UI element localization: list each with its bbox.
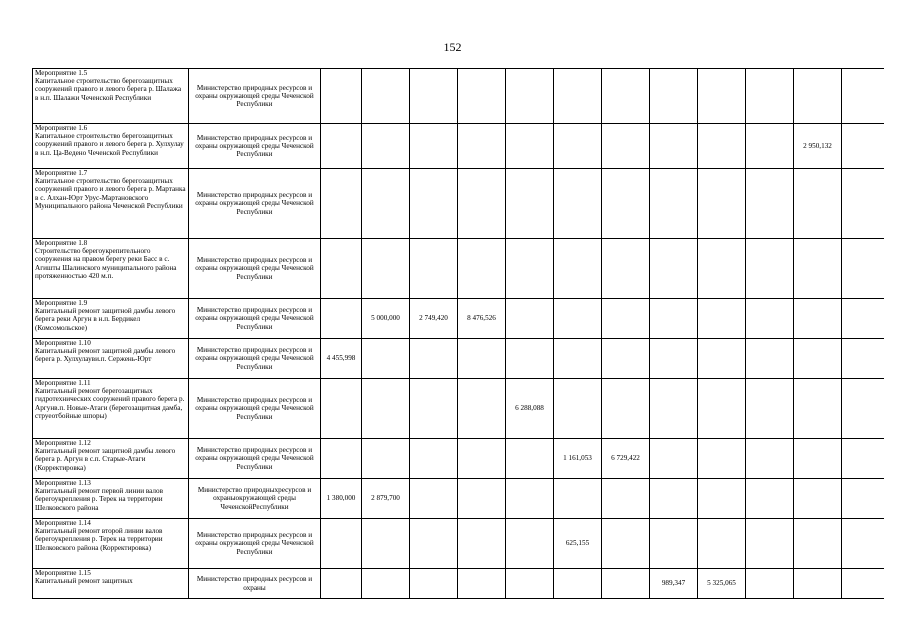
- value-cell: [321, 124, 362, 169]
- measure-name-cell: Мероприятие 1.12 Капитальный ремонт защитной дамбы левого берега р. Аргун в с.п. Старые-Атаги (Корректировка): [33, 439, 189, 479]
- value-cell: [602, 339, 650, 379]
- value-cell: [842, 479, 885, 519]
- value-cell: [746, 479, 794, 519]
- value-cell: [842, 169, 885, 239]
- table-row: [33, 169, 885, 239]
- value-cell: [650, 479, 698, 519]
- value-cell: [321, 569, 362, 599]
- value-cell: [458, 339, 506, 379]
- value-cell: [554, 339, 602, 379]
- value-cell: [506, 569, 554, 599]
- value-cell: [650, 339, 698, 379]
- value-cell: [410, 339, 458, 379]
- value-cell: [554, 569, 602, 599]
- measure-name-cell: Мероприятие 1.14 Капитальный ремонт второй линии валов берегоукрепления р. Терек на территории Шелковского района (Корректировка): [33, 519, 189, 569]
- value-cell: [458, 519, 506, 569]
- value-cell: [842, 569, 885, 599]
- value-cell: [602, 239, 650, 299]
- value-cell: [650, 519, 698, 569]
- value-cell: [794, 69, 842, 124]
- measure-name-cell: Мероприятие 1.13 Капитальный ремонт первой линии валов берегоукрепления р. Терек на территории Шелковского района: [33, 479, 189, 519]
- table-row: [33, 439, 885, 479]
- value-cell: 1 161,053: [554, 439, 602, 479]
- measure-name-cell: Мероприятие 1.6 Капитальное строительство берегозащитных сооружений правого и левого берега р. Хулхулау в н.п. Ца-Ведено Чеченской Республики: [33, 124, 189, 169]
- value-cell: [321, 519, 362, 569]
- ministry-cell: Министерство природных ресурсов и охраны окружающей среды Чеченской Республики: [189, 299, 321, 339]
- value-cell: [650, 239, 698, 299]
- value-cell: [794, 439, 842, 479]
- value-cell: [794, 519, 842, 569]
- ministry-cell: Министерство природных ресурсов и охраны окружающей среды Чеченской Республики: [189, 439, 321, 479]
- value-cell: [554, 379, 602, 439]
- value-cell: [506, 124, 554, 169]
- value-cell: [321, 439, 362, 479]
- value-cell: [602, 124, 650, 169]
- ministry-cell: Министерство природныхресурсов и охраныокружающей среды ЧеченскойРеспублики: [189, 479, 321, 519]
- value-cell: [458, 124, 506, 169]
- value-cell: 8 476,526: [458, 299, 506, 339]
- value-cell: [746, 569, 794, 599]
- value-cell: [554, 299, 602, 339]
- value-cell: [794, 169, 842, 239]
- value-cell: [746, 299, 794, 339]
- value-cell: [506, 479, 554, 519]
- table-row: [33, 379, 885, 439]
- value-cell: [554, 69, 602, 124]
- value-cell: [458, 569, 506, 599]
- value-cell: [746, 519, 794, 569]
- value-cell: [458, 379, 506, 439]
- value-cell: [506, 239, 554, 299]
- value-cell: [794, 339, 842, 379]
- value-cell: [410, 124, 458, 169]
- ministry-cell: Министерство природных ресурсов и охраны окружающей среды Чеченской Республики: [189, 379, 321, 439]
- measure-name-cell: Мероприятие 1.5 Капитальное строительство берегозащитных сооружений правого и левого берега р. Шалажа в н.п. Шалажи Чеченской Республики: [33, 69, 189, 124]
- value-cell: [362, 69, 410, 124]
- value-cell: [458, 239, 506, 299]
- ministry-cell: Министерство природных ресурсов и охраны окружающей среды Чеченской Республики: [189, 169, 321, 239]
- table-row: [33, 339, 885, 379]
- table-row: [33, 239, 885, 299]
- value-cell: 989,347: [650, 569, 698, 599]
- value-cell: [698, 439, 746, 479]
- value-cell: [794, 379, 842, 439]
- value-cell: [602, 299, 650, 339]
- budget-table: [32, 68, 884, 599]
- table-row: [33, 124, 885, 169]
- value-cell: [554, 169, 602, 239]
- ministry-cell: Министерство природных ресурсов и охраны окружающей среды Чеченской Республики: [189, 69, 321, 124]
- budget-table-container: [32, 68, 884, 640]
- measure-name-cell: Мероприятие 1.15 Капитальный ремонт защитных: [33, 569, 189, 599]
- value-cell: [458, 479, 506, 519]
- value-cell: 2 950,132: [794, 124, 842, 169]
- value-cell: [362, 519, 410, 569]
- measure-name-cell: Мероприятие 1.10 Капитальный ремонт защитной дамбы левого берега р. Хулхулауви.п. Сержень-Юрт: [33, 339, 189, 379]
- value-cell: [458, 169, 506, 239]
- value-cell: [650, 439, 698, 479]
- value-cell: [506, 339, 554, 379]
- value-cell: 4 455,998: [321, 339, 362, 379]
- value-cell: [410, 519, 458, 569]
- value-cell: [746, 339, 794, 379]
- value-cell: [506, 169, 554, 239]
- value-cell: [650, 69, 698, 124]
- value-cell: 6 288,088: [506, 379, 554, 439]
- table-row: [33, 299, 885, 339]
- value-cell: [602, 519, 650, 569]
- value-cell: [698, 69, 746, 124]
- value-cell: [842, 519, 885, 569]
- measure-name-cell: Мероприятие 1.11 Капитальный ремонт берегозащитных гидротехнических сооружений правого берега р. Аргунв.п. Новые-Атаги (берегозащитная дамба, струеотбойные шпоры): [33, 379, 189, 439]
- value-cell: [506, 439, 554, 479]
- value-cell: [794, 239, 842, 299]
- value-cell: 1 380,000: [321, 479, 362, 519]
- value-cell: 5 000,000: [362, 299, 410, 339]
- value-cell: [321, 239, 362, 299]
- value-cell: [554, 479, 602, 519]
- value-cell: [698, 479, 746, 519]
- value-cell: [698, 519, 746, 569]
- value-cell: [698, 169, 746, 239]
- value-cell: [842, 69, 885, 124]
- value-cell: [698, 124, 746, 169]
- value-cell: [321, 379, 362, 439]
- value-cell: [746, 379, 794, 439]
- value-cell: [458, 439, 506, 479]
- value-cell: [410, 379, 458, 439]
- measure-name-cell: Мероприятие 1.7 Капитальное строительство берегозащитных сооружений правого и левого берега р. Мартанка в с. Алхан-Юрт Урус-Мартановского Муниципального района Чеченской Республики: [33, 169, 189, 239]
- table-body: [33, 69, 885, 599]
- value-cell: [746, 439, 794, 479]
- value-cell: [698, 379, 746, 439]
- value-cell: [602, 379, 650, 439]
- value-cell: [650, 379, 698, 439]
- value-cell: [698, 299, 746, 339]
- value-cell: [842, 339, 885, 379]
- ministry-cell: Министерство природных ресурсов и охраны окружающей среды Чеченской Республики: [189, 239, 321, 299]
- value-cell: [362, 339, 410, 379]
- value-cell: [794, 479, 842, 519]
- measure-name-cell: Мероприятие 1.8 Строительство берегоукрепительного сооружения на правом берегу реки Басс в с. Агишты Шалинского муниципального района протяженностью 420 м.п.: [33, 239, 189, 299]
- ministry-cell: Министерство природных ресурсов и охраны окружающей среды Чеченской Республики: [189, 519, 321, 569]
- table-row: [33, 479, 885, 519]
- value-cell: [410, 239, 458, 299]
- value-cell: [698, 239, 746, 299]
- value-cell: [602, 479, 650, 519]
- value-cell: [842, 124, 885, 169]
- value-cell: [746, 69, 794, 124]
- value-cell: [410, 569, 458, 599]
- value-cell: [794, 569, 842, 599]
- value-cell: 625,155: [554, 519, 602, 569]
- value-cell: [321, 299, 362, 339]
- ministry-cell: Министерство природных ресурсов и охраны: [189, 569, 321, 599]
- value-cell: [794, 299, 842, 339]
- value-cell: [410, 69, 458, 124]
- table-row: [33, 569, 885, 599]
- value-cell: 6 729,422: [602, 439, 650, 479]
- value-cell: [602, 69, 650, 124]
- value-cell: [842, 239, 885, 299]
- value-cell: [842, 379, 885, 439]
- ministry-cell: Министерство природных ресурсов и охраны окружающей среды Чеченской Республики: [189, 339, 321, 379]
- value-cell: [698, 339, 746, 379]
- value-cell: [842, 299, 885, 339]
- value-cell: [746, 239, 794, 299]
- measure-name-cell: Мероприятие 1.9 Капитальный ремонт защитной дамбы левого берега реки Аргун в н.п. Бердикел (Комсомольское): [33, 299, 189, 339]
- value-cell: [554, 239, 602, 299]
- value-cell: 5 325,065: [698, 569, 746, 599]
- value-cell: [410, 439, 458, 479]
- value-cell: [321, 69, 362, 124]
- value-cell: [650, 124, 698, 169]
- value-cell: 2 749,420: [410, 299, 458, 339]
- value-cell: [746, 169, 794, 239]
- value-cell: [321, 169, 362, 239]
- value-cell: [362, 569, 410, 599]
- value-cell: 2 879,700: [362, 479, 410, 519]
- value-cell: [842, 439, 885, 479]
- value-cell: [506, 299, 554, 339]
- value-cell: [506, 69, 554, 124]
- value-cell: [410, 479, 458, 519]
- value-cell: [602, 569, 650, 599]
- value-cell: [458, 69, 506, 124]
- value-cell: [602, 169, 650, 239]
- value-cell: [746, 124, 794, 169]
- page-number: 152: [443, 40, 462, 54]
- value-cell: [362, 169, 410, 239]
- ministry-cell: Министерство природных ресурсов и охраны окружающей среды Чеченской Республики: [189, 124, 321, 169]
- value-cell: [362, 239, 410, 299]
- value-cell: [650, 299, 698, 339]
- value-cell: [506, 519, 554, 569]
- value-cell: [362, 379, 410, 439]
- value-cell: [554, 124, 602, 169]
- value-cell: [362, 439, 410, 479]
- table-row: [33, 69, 885, 124]
- value-cell: [410, 169, 458, 239]
- value-cell: [650, 169, 698, 239]
- value-cell: [362, 124, 410, 169]
- table-row: [33, 519, 885, 569]
